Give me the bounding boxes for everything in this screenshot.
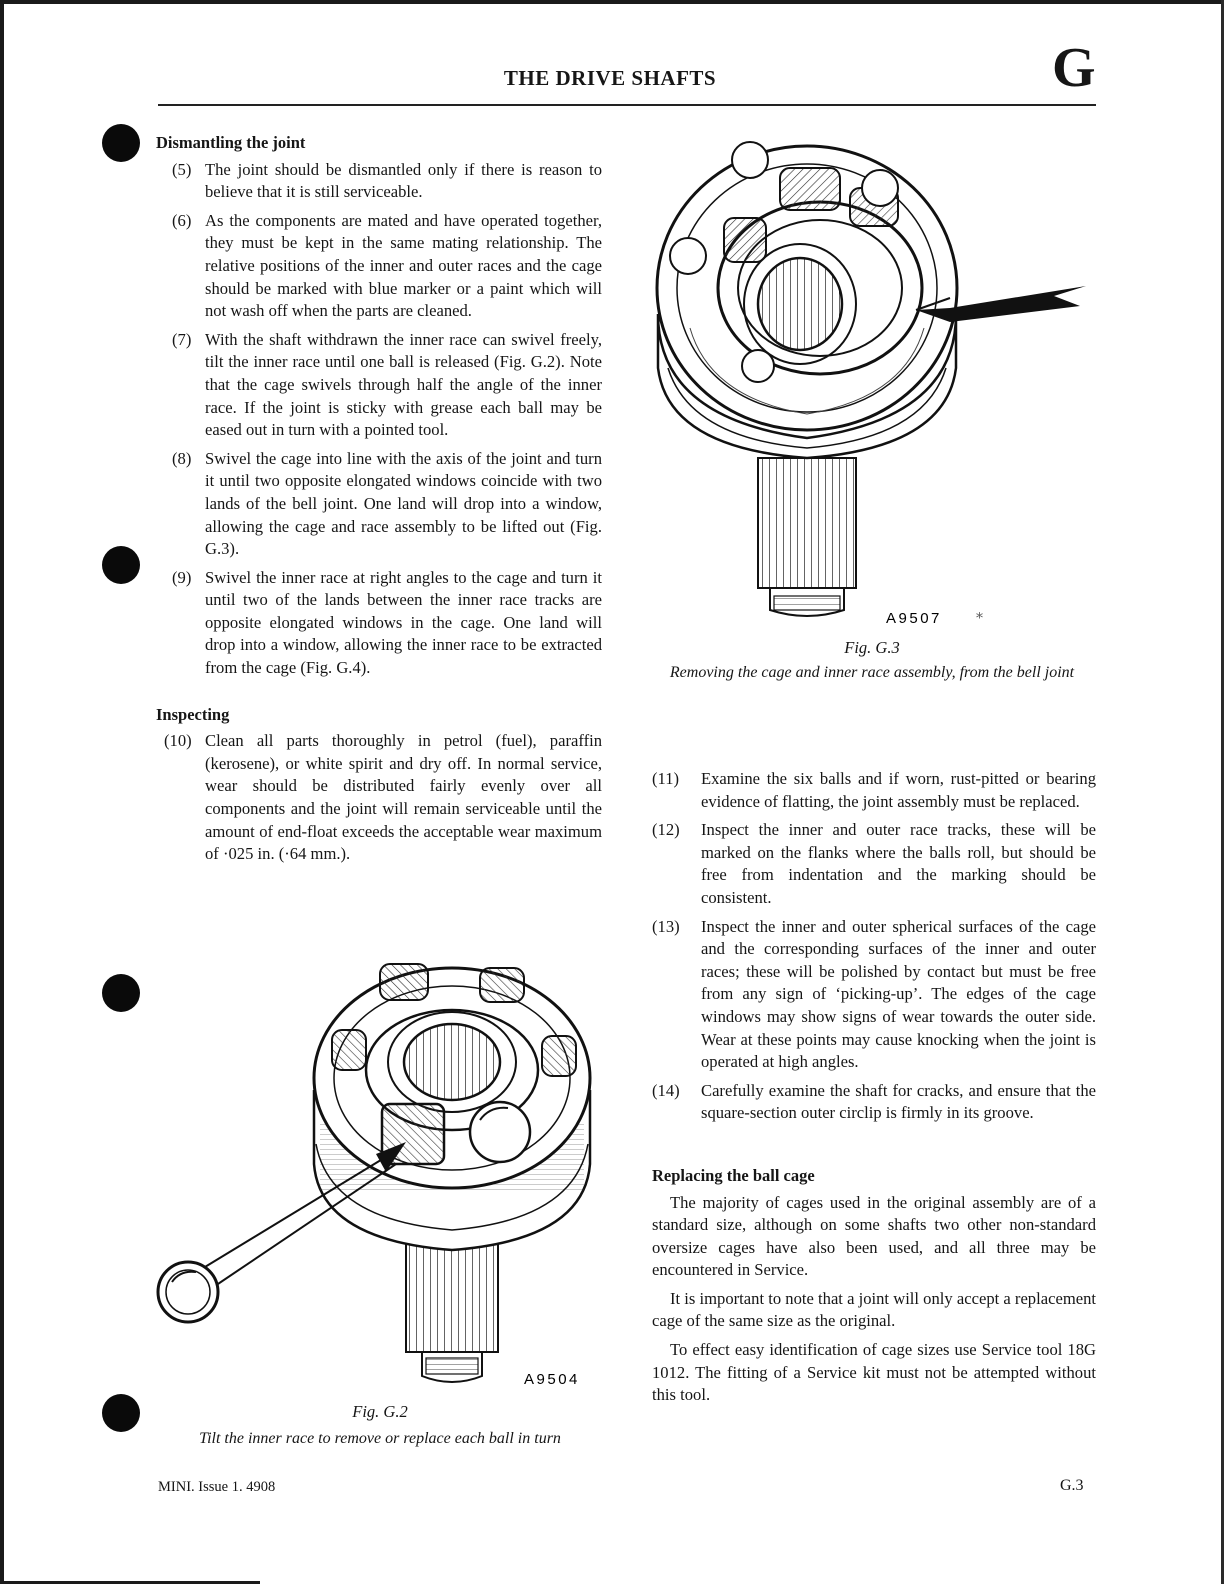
paragraph: The majority of cages used in the original assembly are of a standard size, although on some shafts two other non-standard oversize cages have also been used, and all three may be encountered in Service.	[652, 1192, 1096, 1280]
item-text: Inspect the inner and outer spherical surfaces of the cage and the corresponding surfaces of the inner and outer races; these will be polished by contact but must be free from any sign of ‘picking-up’. The edges of the cage windows may show signs of wear towards the outer side. Wear at these points may cause knocking when the joint is operated at high angles.	[701, 916, 1096, 1072]
item-text: Clean all parts thoroughly in petrol (fuel), paraffin (kerosene), or white spirit and dry off. In normal service, wear should be distributed fairly evenly over all components and the joint will remain serviceable until the amount of end-float exceeds the acceptable wear maximum of ·025 in. (·64 mm.).	[205, 731, 602, 864]
page-title: THE DRIVE SHAFTS	[503, 66, 717, 90]
list-item	[156, 210, 602, 323]
item-text: Examine the six balls and if worn, rust-pitted or bearing evidence of flatting, the joint assembly must be replaced.	[701, 769, 1096, 811]
list-item	[652, 916, 1096, 1074]
released-ball	[470, 1102, 530, 1162]
figure-g3-illustration	[650, 118, 1100, 626]
punch-hole-1	[102, 124, 140, 162]
list-item	[652, 768, 1096, 813]
shaft-splines	[406, 1240, 498, 1352]
figure-g3-caption: Removing the cage and inner race assembly, from the bell joint	[669, 664, 1075, 681]
figure-code: A9504	[524, 1371, 580, 1388]
paragraph: It is important to note that a joint will only accept a replacement cage of the same size as the original.	[652, 1288, 1096, 1331]
figure-g2-title: Fig. G.2	[352, 1402, 408, 1421]
item-text: Swivel the inner race at right angles to the cage and turn it until two of the lands between the inner race tracks are opposite elongated windows in the cage. One land will drop into a window, allowing the inner race to be extracted from the cage (Fig. G.4).	[205, 567, 602, 678]
item-text: The joint should be dismantled only if there is reason to believe that it is still serviceable.	[205, 159, 602, 202]
shaft-splines	[758, 458, 856, 588]
item-number: (8)	[172, 448, 192, 468]
ball	[862, 170, 898, 206]
item-number: (13)	[652, 916, 680, 936]
scan-edge-top	[0, 0, 1224, 4]
item-number: (6)	[172, 210, 192, 230]
left-column	[156, 132, 602, 872]
item-number: (12)	[652, 820, 680, 840]
ball	[670, 238, 706, 274]
list-item	[156, 448, 602, 561]
item-text: As the components are mated and have operated together, they must be kept in the same mating relationship. The relative positions of the inner and outer races and the cage should be marked with blue marker or a paint which will not wash off when the parts are cleaned.	[205, 210, 602, 321]
item-text: With the shaft withdrawn the inner race can swivel freely, tilt the inner race until one ball is released (Fig. G.2). Note that the cage swivels through half the angle of the inner race. If the joint is sticky with grease each ball may be eased out in turn with a pointed tool.	[205, 329, 602, 440]
item-number: (7)	[172, 329, 192, 349]
list-item	[156, 329, 602, 442]
scan-speck: ⁎	[976, 607, 983, 622]
item-number: (9)	[172, 567, 192, 587]
list-item	[156, 730, 602, 866]
page-number: G.3	[1060, 1477, 1084, 1494]
scan-edge-left	[0, 0, 4, 1584]
item-number: (14)	[652, 1080, 680, 1100]
item-text: Swivel the cage into line with the axis of the joint and turn it until two opposite elongated windows coincide with two lands of the bell joint. One land will drop into a window, allowing the cage and race assembly to be lifted out (Fig. G.3).	[205, 448, 602, 559]
ball	[732, 142, 768, 178]
inner-race-splines	[404, 1024, 500, 1100]
section-heading-dismantling: Dismantling the joint	[156, 133, 306, 152]
figure-g3-title: Fig. G.3	[844, 638, 900, 657]
section-heading-inspecting: Inspecting	[156, 704, 230, 724]
header-rule	[158, 104, 1096, 106]
right-column	[652, 768, 1096, 1413]
figure-g2-illustration	[150, 944, 600, 1396]
item-text: Carefully examine the shaft for cracks, and ensure that the square-section outer circlip is firmly in its groove.	[701, 1080, 1096, 1123]
list-item	[652, 1080, 1096, 1125]
figure-g2-caption: Tilt the inner race to remove or replace each ball in turn	[199, 1430, 561, 1447]
section-heading-replacing: Replacing the ball cage	[652, 1165, 815, 1185]
item-text: Inspect the inner and outer race tracks, these will be marked on the flanks where the balls roll, but should be free from indentation and the marking should be consistent.	[701, 820, 1096, 907]
list-item	[652, 819, 1096, 909]
punch-hole-2	[102, 546, 140, 584]
chapter-letter: G	[1052, 37, 1096, 99]
paragraph: To effect easy identification of cage sizes use Service tool 18G 1012. The fitting of a Service kit must not be attempted without this tool.	[652, 1340, 1096, 1405]
inner-race-splines	[758, 258, 842, 350]
list-item	[156, 567, 602, 680]
punch-hole-3	[102, 974, 140, 1012]
list-item	[156, 159, 602, 204]
item-number: (11)	[652, 769, 680, 788]
punch-hole-4	[102, 1394, 140, 1432]
item-number: (10)	[164, 731, 192, 751]
footer-issue: MINI. Issue 1. 4908	[158, 1479, 276, 1495]
item-number: (5)	[172, 159, 192, 179]
figure-code: A9507	[886, 610, 942, 626]
